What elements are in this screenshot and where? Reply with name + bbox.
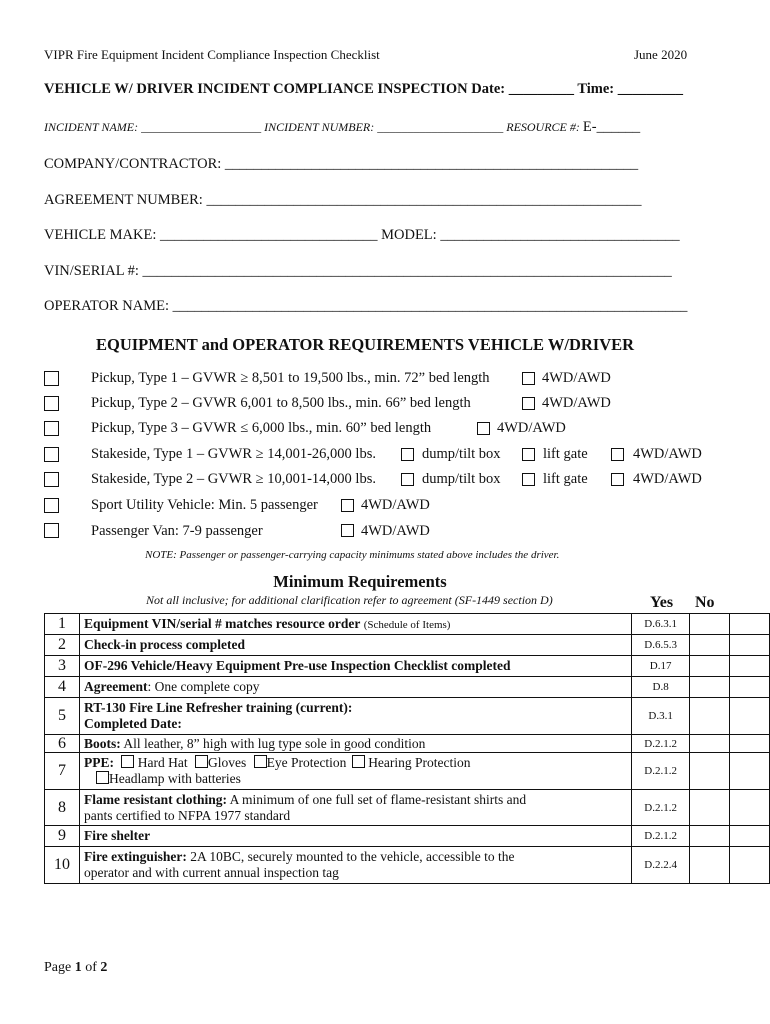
row-text: Fire extinguisher: bbox=[83, 849, 187, 864]
row-reference: D.6.3.1 bbox=[632, 614, 690, 635]
yes-cell[interactable] bbox=[690, 753, 730, 790]
incident-number-field[interactable]: _____________________ bbox=[377, 120, 504, 134]
row-number: 1 bbox=[45, 614, 80, 635]
row-reference: D.2.1.2 bbox=[632, 735, 690, 753]
yes-cell[interactable] bbox=[690, 677, 730, 698]
gloves-checkbox[interactable] bbox=[195, 755, 208, 768]
pickup-type2-4wd-checkbox[interactable] bbox=[522, 397, 535, 410]
suv-label: Sport Utility Vehicle: Min. 5 passenger bbox=[91, 497, 318, 513]
no-cell[interactable] bbox=[730, 847, 770, 884]
resource-number-field[interactable]: E-______ bbox=[582, 119, 641, 135]
completed-date-label[interactable]: Completed Date: bbox=[83, 716, 182, 731]
table-row bbox=[45, 753, 770, 790]
row-reference: D.2.1.2 bbox=[632, 753, 690, 790]
incident-name-label: INCIDENT NAME: bbox=[44, 120, 139, 134]
suv-4wd-checkbox[interactable] bbox=[341, 499, 354, 512]
pickup-type3-checkbox[interactable] bbox=[44, 421, 59, 436]
table-row bbox=[45, 656, 770, 677]
row-number: 10 bbox=[45, 847, 80, 884]
row-text: PPE: bbox=[83, 755, 114, 770]
page-number bbox=[44, 960, 107, 976]
doc-title: VIPR Fire Equipment Incident Compliance Inspection Checklist bbox=[44, 47, 380, 62]
yes-cell[interactable] bbox=[690, 847, 730, 884]
capacity-note: NOTE: Passenger or passenger-carrying capacity minimums stated above includes the driver. bbox=[145, 549, 560, 561]
row-reference: D.6.5.3 bbox=[632, 635, 690, 656]
row-number: 5 bbox=[45, 698, 80, 735]
row-text: Check-in process completed bbox=[83, 637, 245, 652]
passenger-van-checkbox[interactable] bbox=[44, 523, 59, 538]
no-cell[interactable] bbox=[730, 735, 770, 753]
table-row bbox=[45, 735, 770, 753]
row-description bbox=[79, 826, 631, 847]
row-description bbox=[79, 677, 631, 698]
no-cell[interactable] bbox=[730, 635, 770, 656]
suv-checkbox[interactable] bbox=[44, 498, 59, 513]
row-reference: D.8 bbox=[632, 677, 690, 698]
page-of: of bbox=[81, 960, 101, 975]
row-reference: D.2.1.2 bbox=[632, 826, 690, 847]
row-text: Agreement bbox=[83, 679, 148, 694]
row-number: 2 bbox=[45, 635, 80, 656]
row-text: RT-130 Fire Line Refresher training (current): bbox=[83, 700, 353, 715]
row-number: 4 bbox=[45, 677, 80, 698]
hard-hat-label: Hard Hat bbox=[137, 755, 188, 770]
no-cell[interactable] bbox=[730, 656, 770, 677]
stakeside-type2-4wd-label: 4WD/AWD bbox=[633, 471, 702, 487]
no-header: No bbox=[695, 594, 715, 611]
table-row bbox=[45, 614, 770, 635]
page-total: 2 bbox=[100, 960, 108, 975]
suv-4wd-label: 4WD/AWD bbox=[361, 497, 430, 513]
row-text: Equipment VIN/serial # matches resource order bbox=[83, 615, 361, 631]
row-description bbox=[79, 698, 631, 735]
row-reference: D.2.2.4 bbox=[632, 847, 690, 884]
yes-cell[interactable] bbox=[690, 614, 730, 635]
stakeside-type2-liftgate-label: lift gate bbox=[543, 471, 588, 487]
row-number: 7 bbox=[45, 753, 80, 790]
hearing-protection-label: Hearing Protection bbox=[368, 755, 471, 770]
van-4wd-label: 4WD/AWD bbox=[361, 523, 430, 539]
incident-line bbox=[44, 119, 640, 136]
table-row bbox=[45, 677, 770, 698]
equipment-title: EQUIPMENT and OPERATOR REQUIREMENTS VEHICLE W/DRIVER bbox=[96, 335, 635, 354]
no-cell[interactable] bbox=[730, 698, 770, 735]
no-cell[interactable] bbox=[730, 790, 770, 826]
stakeside-type1-dump-checkbox[interactable] bbox=[401, 448, 414, 461]
pickup-type1-label: Pickup, Type 1 – GVWR ≥ 8,501 to 19,500 lbs., min. 72” bed length bbox=[91, 370, 490, 386]
operator-name-field[interactable]: OPERATOR NAME: _______________________________________________________________________ bbox=[44, 298, 688, 314]
no-cell[interactable] bbox=[730, 826, 770, 847]
stakeside-type1-checkbox[interactable] bbox=[44, 447, 59, 462]
no-cell[interactable] bbox=[730, 677, 770, 698]
yes-cell[interactable] bbox=[690, 656, 730, 677]
pickup-type3-4wd-checkbox[interactable] bbox=[477, 422, 490, 435]
table-row bbox=[45, 790, 770, 826]
row-reference: D.17 bbox=[632, 656, 690, 677]
no-cell[interactable] bbox=[730, 614, 770, 635]
eye-protection-checkbox[interactable] bbox=[254, 755, 267, 768]
hard-hat-checkbox[interactable] bbox=[121, 755, 134, 768]
row-reference: D.2.1.2 bbox=[632, 790, 690, 826]
vin-serial-field[interactable]: VIN/SERIAL #: _________________________________________________________________________ bbox=[44, 263, 672, 279]
doc-date: June 2020 bbox=[634, 47, 688, 62]
row-description bbox=[79, 790, 631, 826]
pickup-type3-label: Pickup, Type 3 – GVWR ≤ 6,000 lbs., min. 60” bed length bbox=[91, 420, 432, 436]
stakeside-type1-dump-label: dump/tilt box bbox=[422, 446, 501, 462]
vehicle-make-model-field[interactable]: VEHICLE MAKE: ______________________________ MODEL: _________________________________ bbox=[44, 227, 680, 243]
pickup-type2-checkbox[interactable] bbox=[44, 396, 59, 411]
row-description bbox=[79, 735, 631, 753]
pickup-type2-label: Pickup, Type 2 – GVWR 6,001 to 8,500 lbs., min. 66” bed length bbox=[91, 395, 471, 411]
row-number: 8 bbox=[45, 790, 80, 826]
incident-name-field[interactable]: ____________________ bbox=[141, 120, 262, 134]
company-contractor-field[interactable]: COMPANY/CONTRACTOR: _________________________________________________________ bbox=[44, 156, 639, 172]
stakeside-type2-dump-label: dump/tilt box bbox=[422, 471, 501, 487]
row-detail-line2: pants certified to NFPA 1977 standard bbox=[83, 807, 291, 823]
headlamp-label: Headlamp with batteries bbox=[108, 771, 241, 786]
yes-cell[interactable] bbox=[690, 735, 730, 753]
pickup-type1-checkbox[interactable] bbox=[44, 371, 59, 386]
row-text: OF-296 Vehicle/Heavy Equipment Pre-use Inspection Checklist completed bbox=[83, 658, 511, 673]
stakeside-type2-label: Stakeside, Type 2 – GVWR ≥ 10,001-14,000 lbs. bbox=[91, 471, 376, 487]
row-note: (Schedule of Items) bbox=[363, 618, 451, 631]
row-detail-line2: operator and with current annual inspection tag bbox=[83, 865, 339, 880]
row-detail: : One complete copy bbox=[147, 679, 260, 694]
stakeside-type1-4wd-label: 4WD/AWD bbox=[633, 446, 702, 462]
table-row bbox=[45, 635, 770, 656]
stakeside-type1-liftgate-checkbox[interactable] bbox=[522, 448, 535, 461]
yes-header: Yes bbox=[650, 594, 674, 611]
row-number: 6 bbox=[45, 735, 80, 753]
row-text: Boots: bbox=[83, 735, 121, 751]
gloves-label: Gloves bbox=[207, 755, 247, 770]
row-detail: 2A 10BC, securely mounted to the vehicle, accessible to the bbox=[186, 849, 515, 864]
row-description bbox=[79, 614, 631, 635]
stakeside-type1-4wd-checkbox[interactable] bbox=[611, 448, 624, 461]
no-cell[interactable] bbox=[730, 753, 770, 790]
requirements-subtitle: Not all inclusive; for additional clarification refer to agreement (SF-1449 section D) bbox=[146, 593, 553, 607]
table-row bbox=[45, 698, 770, 735]
passenger-van-label: Passenger Van: 7-9 passenger bbox=[91, 523, 263, 539]
table-row bbox=[45, 826, 770, 847]
stakeside-type1-liftgate-label: lift gate bbox=[543, 446, 588, 462]
van-4wd-checkbox[interactable] bbox=[341, 524, 354, 537]
stakeside-type2-dump-checkbox[interactable] bbox=[401, 473, 414, 486]
row-description bbox=[79, 847, 631, 884]
row-number: 3 bbox=[45, 656, 80, 677]
page-current: 1 bbox=[74, 960, 82, 975]
yes-cell[interactable] bbox=[690, 826, 730, 847]
requirements-table bbox=[44, 613, 770, 884]
row-number: 9 bbox=[45, 826, 80, 847]
row-reference: D.3.1 bbox=[632, 698, 690, 735]
pickup-type1-4wd-checkbox[interactable] bbox=[522, 372, 535, 385]
stakeside-type2-checkbox[interactable] bbox=[44, 472, 59, 487]
row-text: Flame resistant clothing: bbox=[83, 791, 227, 807]
yes-cell[interactable] bbox=[690, 635, 730, 656]
row-detail: A minimum of one full set of flame-resistant shirts and bbox=[226, 791, 527, 807]
pickup-type2-4wd-label: 4WD/AWD bbox=[542, 395, 611, 411]
table-row bbox=[45, 847, 770, 884]
row-detail: All leather, 8” high with lug type sole in good condition bbox=[120, 735, 426, 751]
resource-number-label: RESOURCE #: bbox=[506, 120, 580, 134]
row-description bbox=[79, 753, 631, 790]
agreement-number-field[interactable]: AGREEMENT NUMBER: ____________________________________________________________ bbox=[44, 192, 642, 208]
stakeside-type1-label: Stakeside, Type 1 – GVWR ≥ 14,001-26,000 lbs. bbox=[91, 446, 376, 462]
row-description bbox=[79, 656, 631, 677]
pickup-type3-4wd-label: 4WD/AWD bbox=[497, 420, 566, 436]
yes-cell[interactable] bbox=[690, 790, 730, 826]
eye-protection-label: Eye Protection bbox=[266, 755, 347, 770]
incident-number-label: INCIDENT NUMBER: bbox=[264, 120, 375, 134]
stakeside-type2-liftgate-checkbox[interactable] bbox=[522, 473, 535, 486]
pickup-type1-4wd-label: 4WD/AWD bbox=[542, 370, 611, 386]
yes-cell[interactable] bbox=[690, 698, 730, 735]
row-description bbox=[79, 635, 631, 656]
stakeside-type2-4wd-checkbox[interactable] bbox=[611, 473, 624, 486]
inspection-title: VEHICLE W/ DRIVER INCIDENT COMPLIANCE INSPECTION Date: _________ Time: _________ bbox=[44, 81, 683, 97]
hearing-protection-checkbox[interactable] bbox=[352, 755, 365, 768]
requirements-title: Minimum Requirements bbox=[273, 572, 447, 591]
headlamp-checkbox[interactable] bbox=[96, 771, 109, 784]
page-prefix: Page bbox=[44, 960, 75, 975]
row-text: Fire shelter bbox=[83, 828, 151, 843]
